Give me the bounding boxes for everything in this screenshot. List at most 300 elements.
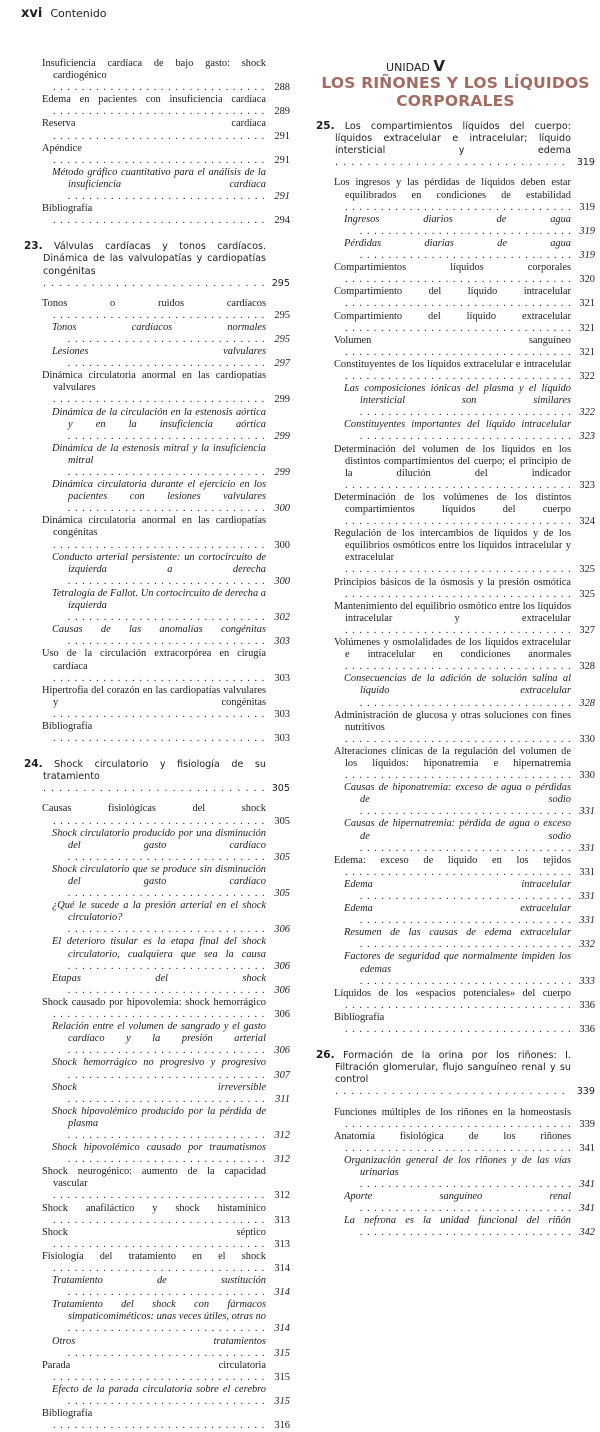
entry-page: 336 [579, 1024, 595, 1036]
entry-text: Ingresos diarios de agua [344, 213, 571, 225]
toc-entry [52, 1336, 290, 1360]
entry-title [42, 203, 266, 227]
entry-title [42, 370, 266, 406]
entry-title [334, 577, 571, 601]
entry-page: 342 [579, 1227, 595, 1239]
toc-entry [42, 685, 290, 721]
toc-entry [52, 346, 290, 370]
entry-title [52, 1384, 266, 1408]
entry-page: 324 [579, 516, 595, 528]
entry-title [344, 927, 571, 951]
toc-entry [344, 214, 595, 238]
toc-entry [42, 1360, 290, 1384]
toc-entry [52, 443, 290, 479]
entry-title [344, 782, 571, 818]
entry-page: 315 [274, 1396, 290, 1408]
entry-text: Bibliografía [334, 1011, 385, 1023]
entry-text: Shock anafiláctico y shock histamínico [42, 1202, 266, 1214]
entry-page: 295 [271, 277, 290, 289]
toc-chapter-entry [24, 758, 290, 795]
entry-page: 295 [274, 309, 290, 321]
entry-page: 312 [274, 1129, 290, 1141]
page-number-label: xvi [21, 6, 43, 21]
entry-text: Constituyentes importantes del líquido intracelular [344, 419, 571, 431]
entry-text: Mantenimiento del equilibrio osmótico entre los líquidos intracelular y extracelular [334, 600, 571, 624]
entry-title [42, 803, 266, 827]
entry-page: 297 [274, 358, 290, 370]
entry-page: 314 [274, 1323, 290, 1335]
entry-page: 322 [579, 407, 595, 419]
entry-page: 339 [579, 1118, 595, 1130]
entry-title [52, 1106, 266, 1142]
toc-entry [42, 1166, 290, 1202]
entry-text: Relación entre el volumen de sangrado y el gasto cardíaco y la presión arterial [52, 1021, 266, 1045]
entry-text: Shock neurogénico: aumento de la capacidad vascular [42, 1166, 266, 1190]
entry-page: 311 [275, 1093, 290, 1105]
entry-page: 305 [274, 888, 290, 900]
entry-text: Lesiones valvulares [52, 346, 266, 358]
entry-title [42, 515, 266, 551]
entry-text: Efecto de la parada circulatoria sobre el cerebro [52, 1383, 266, 1395]
entry-page: 331 [579, 866, 595, 878]
entry-text: Causas de las anomalías congénitas [52, 624, 266, 636]
entry-title [52, 624, 266, 648]
entry-title [334, 528, 571, 576]
entry-text: Dinámica circulatoria anormal en las cardiopatías congénitas [42, 515, 266, 539]
entry-page: 321 [579, 346, 595, 358]
entry-page: 330 [579, 733, 595, 745]
entry-page: 333 [579, 975, 595, 987]
entry-title [334, 492, 571, 528]
entry-text: Tratamiento de sustitución [52, 1275, 266, 1287]
entry-text: Hipertrofia del corazón en las cardiopatías valvulares y congénitas [42, 684, 266, 708]
entry-title [334, 637, 571, 673]
toc-entry [344, 879, 595, 903]
toc-entry [52, 1275, 290, 1299]
toc-entry [52, 1142, 290, 1166]
entry-text: Fisiología del tratamiento en el shock [42, 1250, 266, 1262]
entry-page: 331 [579, 891, 595, 902]
entry-text: Los ingresos y las pérdidas de líquidos deben estar equilibrados en condiciones de estabilidad [334, 177, 571, 201]
entry-text: ¿Qué le sucede a la presión arterial en el shock circulatorio? [52, 900, 266, 924]
entry-page: 303 [274, 672, 290, 684]
entry-title [52, 973, 266, 997]
toc-entry [42, 803, 290, 827]
entry-page: 294 [274, 215, 290, 227]
entry-title [52, 322, 266, 346]
entry-text: La nefrona es la unidad funcional del riñón [344, 1215, 571, 1227]
entry-text: Compartimiento del líquido intracelular [334, 286, 571, 298]
toc-entry [52, 900, 290, 936]
entry-page: 295 [274, 333, 290, 345]
entry-page: 319 [579, 201, 595, 213]
entry-page: 341 [579, 1142, 595, 1154]
entry-title [344, 903, 571, 927]
entry-text: Dinámica de la circulación en la estenosis aórtica y en la insuficiencia aórtica [52, 406, 266, 430]
section-title: Contenido [50, 7, 107, 20]
entry-text: Regulación de los intercambios de líquidos y de los equilibrios osmóticos entre los líquidos intracelular y extracelular [334, 528, 571, 564]
entry-page: 323 [579, 479, 595, 491]
toc-entry [52, 479, 290, 515]
entry-page: 315 [274, 1371, 290, 1383]
toc-entry [344, 818, 595, 854]
toc-entry [42, 1203, 290, 1227]
toc-entry [344, 1215, 595, 1239]
toc-entry [42, 118, 290, 142]
entry-text: Shock circulatorio producido por una disminución del gasto cardíaco [52, 827, 266, 851]
entry-text: Insuficiencia cardíaca de bajo gasto: shock cardiogénico [42, 58, 266, 82]
toc-entry [344, 238, 595, 262]
entry-title [42, 1251, 266, 1275]
entry-title [344, 1191, 571, 1215]
entry-text: Tetralogía de Fallot. Un cortocircuito de derecha a izquierda [52, 587, 266, 612]
entry-title [52, 1142, 266, 1166]
chapter-number: 25. [316, 120, 335, 133]
entry-title [42, 1227, 266, 1251]
entry-text: Shock hemorrágico no progresivo y progresivo [52, 1057, 266, 1069]
entry-page: 302 [274, 612, 290, 624]
entry-text: Los compartimientos líquidos del cuerpo: líquidos extracelular e intracelular; líquido intersticial y edema [335, 121, 571, 157]
entry-text: Causas de hipernatremia: pérdida de agua o exceso de sodio [344, 818, 571, 842]
entry-page: 305 [274, 815, 290, 827]
entry-title [334, 311, 571, 335]
toc-entry [42, 94, 290, 118]
toc-entry [52, 167, 290, 203]
entry-text: Bibliografía [42, 203, 93, 215]
entry-title [52, 936, 266, 972]
entry-text: Líquidos de los «espacios potenciales» del cuerpo [334, 987, 571, 999]
entry-text: Shock hipovolémico causado por traumatismos [52, 1142, 266, 1154]
entry-page: 300 [274, 503, 290, 515]
entry-page: 341 [579, 1179, 595, 1191]
toc-entry [334, 528, 595, 576]
entry-page: 313 [274, 1238, 290, 1250]
toc-entry [344, 673, 595, 709]
entry-text: Formación de la orina por los riñones: I. Filtración glomerular, flujo sanguíneo renal y su control [335, 1050, 571, 1086]
entry-title [334, 359, 571, 383]
entry-title [344, 1215, 571, 1239]
toc-entry [344, 1155, 595, 1191]
entry-title [334, 1107, 571, 1131]
entry-text: Edema extracelular [344, 903, 571, 915]
entry-page: 328 [579, 697, 595, 709]
entry-text: Determinación del volumen de los líquidos en los distintos compartimientos del cuerpo; el principio de la dilución del indicador [334, 443, 571, 479]
entry-title [334, 855, 571, 879]
toc-entry [334, 637, 595, 673]
entry-title [52, 1299, 266, 1335]
toc-entry [52, 1106, 290, 1142]
entry-title [52, 900, 266, 936]
entry-title [42, 94, 266, 118]
toc-entry [334, 444, 595, 492]
entry-page: 305 [271, 783, 290, 795]
entry-title [52, 828, 266, 864]
toc-entry [52, 1299, 290, 1335]
entry-page: 336 [579, 999, 595, 1011]
unit-title-line-2: CORPORALES [396, 92, 515, 111]
entry-text: Volumen sanguíneo [334, 334, 571, 346]
entry-page: 289 [274, 106, 290, 118]
entry-text: Constituyentes de los líquidos extracelular e intracelular [334, 358, 571, 370]
entry-title [334, 601, 571, 637]
running-header [21, 6, 107, 21]
unit-number: V [433, 57, 445, 75]
entry-text: Tonos o ruidos cardíacos [42, 297, 266, 309]
entry-title [344, 818, 571, 854]
entry-page: 306 [274, 1045, 290, 1057]
entry-title [334, 746, 571, 782]
entry-page: 306 [274, 984, 290, 996]
entry-title [52, 1021, 266, 1057]
toc-entry [52, 322, 290, 346]
toc-entry [334, 177, 595, 213]
entry-title [334, 444, 571, 492]
entry-title [334, 335, 571, 359]
entry-page: 303 [274, 708, 290, 720]
toc-entry [42, 370, 290, 406]
toc-entry [344, 927, 595, 951]
entry-text: Parada circulatoria [42, 1359, 266, 1371]
entry-text: Factores de seguridad que normalmente impiden los edemas [344, 951, 571, 975]
entry-page: 314 [274, 1287, 290, 1299]
entry-page: 315 [274, 1347, 290, 1359]
entry-text: Anatomía fisiológica de los riñones [334, 1130, 571, 1142]
toc-entry [334, 492, 595, 528]
toc-entry [52, 973, 290, 997]
entry-page: 341 [579, 1203, 595, 1215]
entry-page: 299 [274, 394, 290, 406]
toc-entry [344, 951, 595, 987]
toc-entry [334, 577, 595, 601]
entry-text: Bibliografía [42, 720, 93, 732]
entry-page: 327 [579, 624, 595, 636]
chapter-number: 24. [24, 758, 43, 771]
toc-entry [42, 1251, 290, 1275]
entry-page: 330 [579, 770, 595, 782]
toc-entry [42, 1408, 290, 1432]
entry-page: 305 [274, 851, 290, 863]
entry-title [52, 1336, 266, 1360]
entry-title [52, 588, 266, 624]
entry-page: 321 [579, 322, 595, 334]
toc-entry [52, 588, 290, 624]
entry-title [334, 177, 571, 213]
entry-text: El deterioro tisular es la etapa final del shock circulatorio, cualquiera que sea la causa [52, 936, 266, 960]
entry-title [334, 710, 571, 746]
toc-entry [52, 624, 290, 648]
toc-entry [334, 286, 595, 310]
toc-chapter-entry [316, 120, 595, 169]
entry-title [334, 262, 571, 286]
entry-title [52, 443, 266, 479]
entry-page: 306 [274, 924, 290, 936]
entry-page: 325 [579, 564, 595, 576]
entry-page: 325 [579, 588, 595, 600]
entry-page: 316 [274, 1420, 290, 1432]
entry-text: Tratamiento del shock con fármacos simpaticomiméticos: unas veces útiles, otras no [52, 1299, 266, 1323]
toc-entry [344, 903, 595, 927]
entry-title [52, 864, 266, 900]
entry-page: 312 [274, 1154, 290, 1166]
entry-text: Las composiciones iónicas del plasma y el líquido intersticial son similares [344, 383, 571, 407]
entry-text: Principios básicos de la ósmosis y la presión osmótica [334, 576, 571, 588]
toc-entry [42, 1227, 290, 1251]
chapter-number: 26. [316, 1049, 335, 1062]
entry-text: Otros tratamientos [52, 1335, 266, 1347]
entry-title [42, 298, 266, 322]
entry-page: 332 [579, 939, 595, 951]
entry-text: Bibliografía [42, 1408, 93, 1420]
toc-entry [334, 335, 595, 359]
unit-title-line-1: LOS RIÑONES Y LOS LÍQUIDOS [321, 74, 590, 93]
entry-text: Dinámica circulatoria durante el ejercicio en los pacientes con lesiones valvulares [52, 479, 266, 503]
toc-right-column [316, 57, 595, 1240]
entry-title [316, 1049, 571, 1098]
entry-title [52, 1275, 266, 1299]
toc-entry [42, 648, 290, 684]
entry-text: Etapas del shock [52, 972, 266, 984]
unit-label: UNIDAD [386, 61, 430, 74]
toc-chapter-entry [316, 1049, 595, 1098]
entry-page: 320 [579, 274, 595, 286]
toc-entry [334, 1131, 595, 1155]
entry-text: Aporte sanguíneo renal [344, 1191, 571, 1203]
entry-text: Compartimientos líquidos corporales [334, 262, 571, 274]
entry-text: Administración de glucosa y otras soluciones con fines nutritivos [334, 709, 571, 733]
toc-entry [334, 311, 595, 335]
entry-text: Conducto arterial persistente: un cortocircuito de izquierda a derecha [52, 551, 266, 575]
entry-title [344, 383, 571, 419]
toc-entry [334, 855, 595, 879]
entry-title [42, 1203, 266, 1227]
entry-title [344, 673, 571, 709]
entry-text: Edema intracelular [344, 878, 571, 890]
toc-entry [334, 359, 595, 383]
entry-title [42, 648, 266, 684]
entry-title [344, 951, 571, 987]
entry-title [42, 1360, 266, 1384]
entry-title [52, 552, 266, 588]
toc-entry [52, 936, 290, 972]
entry-page: 307 [274, 1069, 290, 1081]
entry-page: 323 [579, 431, 595, 443]
unit-heading [316, 57, 595, 111]
toc-entry [52, 1384, 290, 1408]
entry-title [42, 685, 266, 721]
entry-text: Shock irreversible [52, 1081, 266, 1093]
entry-text: Apéndice [42, 142, 82, 154]
entry-text: Causas de hiponatremia: exceso de agua o pérdidas de sodio [344, 782, 571, 806]
entry-page: 300 [274, 575, 290, 587]
entry-title [52, 479, 266, 515]
toc-entry [42, 143, 290, 167]
toc-chapter-entry [24, 240, 290, 289]
toc-entry [52, 1082, 290, 1106]
entry-text: Shock hipovolémico producido por la pérdida de plasma [52, 1105, 266, 1129]
entry-text: Edema: exceso de líquido en los tejidos [334, 854, 571, 866]
entry-title [52, 346, 266, 370]
entry-text: Compartimiento del líquido extracelular [334, 310, 571, 322]
entry-text: Shock causado por hipovolemia: shock hemorrágico [42, 996, 266, 1008]
entry-title [42, 58, 266, 94]
entry-page: 291 [274, 191, 290, 203]
entry-title [344, 238, 571, 262]
entry-title [42, 118, 266, 142]
entry-text: Shock circulatorio y fisiología de su tratamiento [43, 759, 266, 783]
toc-entry [42, 997, 290, 1021]
entry-title [334, 1131, 571, 1155]
entry-text: Volúmenes y osmolalidades de los líquidos extracelular e intracelular en condiciones anormales [334, 637, 571, 661]
entry-text: Organización general de los riñones y de las vías urinarias [344, 1154, 571, 1178]
entry-title [334, 988, 571, 1012]
entry-text: Shock circulatorio que se produce sin disminución del gasto cardíaco [52, 863, 266, 887]
entry-title [24, 758, 266, 795]
toc-left-column [24, 58, 290, 1432]
entry-page: 331 [579, 915, 595, 927]
toc-entry [42, 203, 290, 227]
toc-entry [334, 262, 595, 286]
entry-page: 291 [274, 130, 290, 142]
entry-title [42, 143, 266, 167]
entry-title [52, 1082, 266, 1106]
entry-title [42, 721, 266, 745]
entry-text: Causas fisiológicas del shock [42, 803, 266, 815]
entry-text: Dinámica de la estenosis mitral y la insuficiencia mitral [52, 442, 266, 466]
toc-entry [52, 1021, 290, 1057]
entry-page: 319 [579, 250, 595, 262]
entry-page: 299 [274, 430, 290, 442]
toc-entry [42, 721, 290, 745]
entry-page: 331 [579, 806, 595, 818]
entry-page: 288 [274, 82, 290, 94]
entry-text: Resumen de las causas de edema extracelular [344, 927, 571, 939]
entry-title [52, 1057, 266, 1081]
entry-title [52, 167, 266, 203]
toc-entry [344, 419, 595, 443]
toc-entry [42, 298, 290, 322]
toc-entry [344, 782, 595, 818]
toc-entry [42, 515, 290, 551]
entry-title [344, 419, 571, 443]
entry-text: Reserva cardíaca [42, 118, 266, 130]
entry-title [42, 1408, 266, 1432]
chapter-number: 23. [24, 240, 43, 253]
entry-title [42, 997, 266, 1021]
entry-page: 319 [579, 225, 595, 237]
entry-page: 303 [274, 636, 290, 648]
entry-text: Alteraciones clínicas de la regulación del volumen de los líquidos: hiponatremia e hipernatremia [334, 745, 571, 769]
entry-text: Tonos cardíacos normales [52, 321, 266, 333]
entry-title [334, 286, 571, 310]
entry-title [24, 240, 266, 289]
entry-text: Edema en pacientes con insuficiencia cardíaca [42, 94, 266, 106]
entry-page: 319 [576, 157, 595, 169]
toc-entry [334, 988, 595, 1012]
entry-title [316, 120, 571, 169]
toc-entry [52, 407, 290, 443]
entry-page: 303 [274, 733, 290, 745]
entry-text: Consecuencias de la adición de solución salina al líquido extracelular [344, 673, 571, 697]
entry-title [344, 1155, 571, 1191]
entry-page: 306 [274, 960, 290, 972]
entry-page: 306 [274, 1009, 290, 1021]
entry-text: Funciones múltiples de los riñones en la homeostasis [334, 1106, 571, 1118]
toc-entry [334, 1012, 595, 1036]
entry-title [334, 1012, 571, 1036]
entry-text: Shock séptico [42, 1226, 266, 1238]
toc-entry [334, 1107, 595, 1131]
entry-text: Dinámica circulatoria anormal en las cardiopatías valvulares [42, 370, 266, 394]
